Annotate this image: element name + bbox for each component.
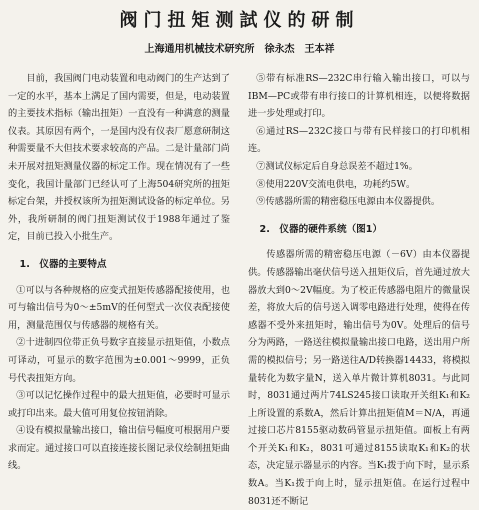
intro-paragraph: 目前，我国阀门电动装置和电动阀门的生产达到了一定的水平，基本上满足了国内需要，但是，电动装置的主要技术指标（输出扭矩）一直没有一种满意的测量仪表。其原因有两个，一是国内没有仪表厂愿意研制这种需要量不大但技术要求较高的产品。二是计量部门尚未开展对扭矩测量仪器的标定工作。现在情况有了一些变化，我国计量部门已经认可了上海504研究所的扭矩标定台架，并授权该所为扭矩测试设备的标定单位。另外，我所研制的阀门扭矩测试仪于1988年通过了鉴定，目前已投入小批生产。 [8, 73, 230, 243]
paper-authors: 上海通用机械技术研究所 徐永杰 王本祥 [144, 44, 335, 55]
hardware-paragraph: 传感器所需的精密稳压电源（－6V）由本仪器提供。传感器输出毫伏信号送入扭矩仪后，首先通过放大器放大到0～2V幅度。为了校正传感器电阻片的微量误差，将放大后的信号送入调零电路进行处理，使得在传感器不受外来扭矩时，输出信号为0V。处理后的信号分为两路，一路送往模拟量输出接口电路，送出用户所需的模拟信号；另一路送往A/D转换器14433，将模拟量转化为数字量N，送入单片微计算机8031。与此同时，8031通过两片74LS245接口读取开关组K₁和K₂上所设置的系数A，然后计算出扭矩值M＝N/A，再通过接口芯片8155驱动数码管显示扭矩值。面板上有两个开关K₁和K₂，8031可通过8155读取K₁和K₂的状态，决定显示器显示的内容。当K₁拨于向下时，显示系数A。当K₁拨于向上时，显示扭矩值。在运行过程中8031还不断记 [248, 249, 470, 507]
paper-title: 阀门扭矩测試仪的研制 [119, 10, 360, 31]
feature-item: ②十进制四位带正负号数字直接显示扭矩值，小数点可译动，可显示的数字范围为±0.001～9999，正负号代表扭矩方向。 [8, 337, 230, 384]
left-column [8, 70, 230, 475]
section-heading-features: 1. 仪器的主要特点 [19, 258, 107, 270]
feature-item: ①可以与各种规格的应变式扭矩传感器配接使用，也可与输出信号为0～±5mV的任何型式一次仪表配接使用，测量范围仅与传感器的规格有关。 [8, 284, 230, 331]
feature-item: ④设有模拟量输出接口，输出信号幅度可根据用户要求而定。通过接口可以直接连接长图记录仪绘制扭矩曲线。 [8, 425, 230, 472]
feature-item: ⑧使用220V交流电供电，功耗约5W。 [256, 178, 416, 190]
right-column [248, 70, 470, 510]
feature-item: ⑦测试仪标定后自身总误差不超过1%。 [256, 160, 418, 172]
section-heading-hardware: 2. 仪器的硬件系统（图1） [259, 223, 383, 235]
feature-item: ⑨传感器所需的精密稳压电源由本仪器提供。 [256, 196, 441, 208]
feature-item: ⑥通过RS—232C接口与带有民样接口的打印机相连。 [248, 125, 470, 155]
feature-item: ③可以记忆操作过程中的最大扭矩值，必要时可显示或打印出来。最大值可用复位按钮消除。 [8, 390, 230, 419]
feature-item: ⑤带有标准RS—232C串行输入输出接口，可以与IBM—PC或带有串行接口的计算机相连，以便将数据进一步处理或打印。 [248, 73, 470, 120]
